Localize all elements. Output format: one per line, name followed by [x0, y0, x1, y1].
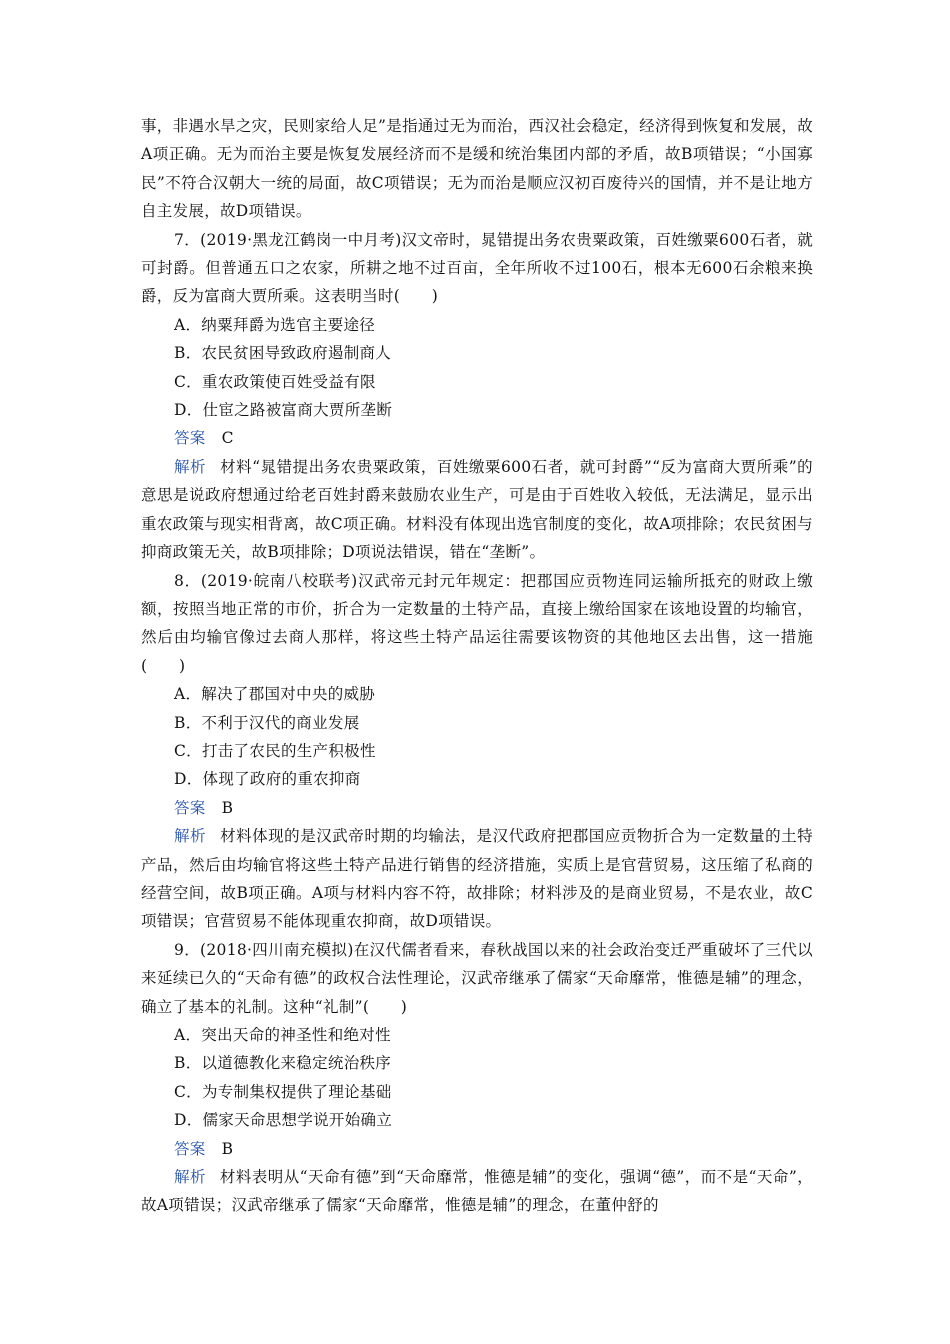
answer-label: 答案: [174, 798, 206, 817]
option-a: A．纳粟拜爵为选官主要途径: [174, 315, 376, 334]
question-stem: 9．(2018·四川南充模拟)在汉代儒者看来，春秋战国以来的社会政治变迁严重破坏了三代以来延续已久的“天命有德”的政权合法性理论，汉武帝继承了儒家“天命靡常，惟德是辅”的理念，确立了基本的礼制。这种“礼制”( ): [141, 940, 813, 1016]
document-page: [141, 112, 813, 1220]
answer-label: 答案: [174, 429, 206, 448]
analysis-label: 解析: [174, 827, 207, 846]
question-stem: 8．(2019·皖南八校联考)汉武帝元封元年规定：把郡国应贡物连同运输所抵充的财政上缴额，按照当地正常的市价，折合为一定数量的土特产品，直接上缴给国家在该地设置的均输官，然后由均输官像过去商人那样，将这些土特产品运往需要该物资的其他地区去出售，这一措施( ): [141, 571, 813, 675]
answer-value: B: [221, 1139, 234, 1158]
analysis-text: 材料表明从“天命有德”到“天命靡常，惟德是辅”的变化，强调“德”，而不是“天命”，故A项错误；汉武帝继承了儒家“天命靡常，惟德是辅”的理念，在董仲舒的: [141, 1168, 813, 1215]
option-d: D．体现了政府的重农抑商: [174, 770, 361, 789]
answer-line: [141, 424, 813, 452]
answer-line: [141, 1135, 813, 1163]
analysis-label: 解析: [174, 1168, 206, 1187]
analysis: [141, 822, 813, 936]
option-c: C．为专制集权提供了理论基础: [174, 1082, 392, 1101]
answer-value: B: [221, 798, 234, 817]
answer-label: 答案: [174, 1139, 206, 1158]
option-b: B．以道德教化来稳定统治秩序: [174, 1054, 392, 1073]
question-stem: 7．(2019·黑龙江鹤岗一中月考)汉文帝时，晁错提出务农贵粟政策，百姓缴粟600石者，就可封爵。但普通五口之农家，所耕之地不过百亩，全年所收不过100石，根本无600石余粮来换爵，反为富商大贾所乘。这表明当时( ): [141, 230, 813, 306]
answer-line: [141, 794, 813, 822]
intro-explanation: 事，非遇水旱之灾，民则家给人足”是指通过无为而治，西汉社会稳定，经济得到恢复和发展，故A项正确。无为而治主要是恢复发展经济而不是缓和统治集团内部的矛盾，故B项错误；“小国寡民”不符合汉朝大一统的局面，故C项错误；无为而治是顺应汉初百废待兴的国情，并不是让地方自主发展，故D项错误。: [141, 117, 813, 221]
option-d: D．仕宦之路被富商大贾所垄断: [174, 401, 393, 420]
option-c: C．重农政策使百姓受益有限: [174, 372, 376, 391]
question-7: [141, 226, 813, 567]
analysis-label: 解析: [174, 457, 207, 476]
analysis-text: 材料体现的是汉武帝时期的均输法，是汉代政府把郡国应贡物折合为一定数量的土特产品，然后由均输官将这些土特产品进行销售的经济措施，实质上是官营贸易，这压缩了私商的经营空间，故B项正确。A项与材料内容不符，故排除；材料涉及的是商业贸易，不是农业，故C项错误；官营贸易不能体现重农抑商，故D项错误。: [141, 827, 813, 931]
option-a: A．突出天命的神圣性和绝对性: [174, 1026, 391, 1044]
analysis-text: 材料“晁错提出务农贵粟政策，百姓缴粟600石者，就可封爵”“反为富商大贾所乘”的意思是说政府想通过给老百姓封爵来鼓励农业生产，可是由于百姓收入较低，无法满足，显示出重农政策与现实相背离，故C项正确。材料没有体现出选官制度的变化，故A项排除；农民贫困与抑商政策无关，故B项排除；D项说法错误，错在“垄断”。: [141, 457, 813, 562]
option-c: C．打击了农民的生产积极性: [174, 741, 376, 760]
option-b: B．农民贫困导致政府遏制商人: [174, 344, 392, 363]
option-a: A．解决了郡国对中央的威胁: [174, 685, 376, 704]
question-8: [141, 567, 813, 936]
question-9: [141, 936, 813, 1220]
option-d: D．儒家天命思想学说开始确立: [174, 1111, 393, 1130]
analysis: [141, 453, 813, 567]
analysis: [141, 1163, 813, 1220]
option-b: B．不利于汉代的商业发展: [174, 713, 360, 732]
answer-value: C: [221, 429, 234, 448]
